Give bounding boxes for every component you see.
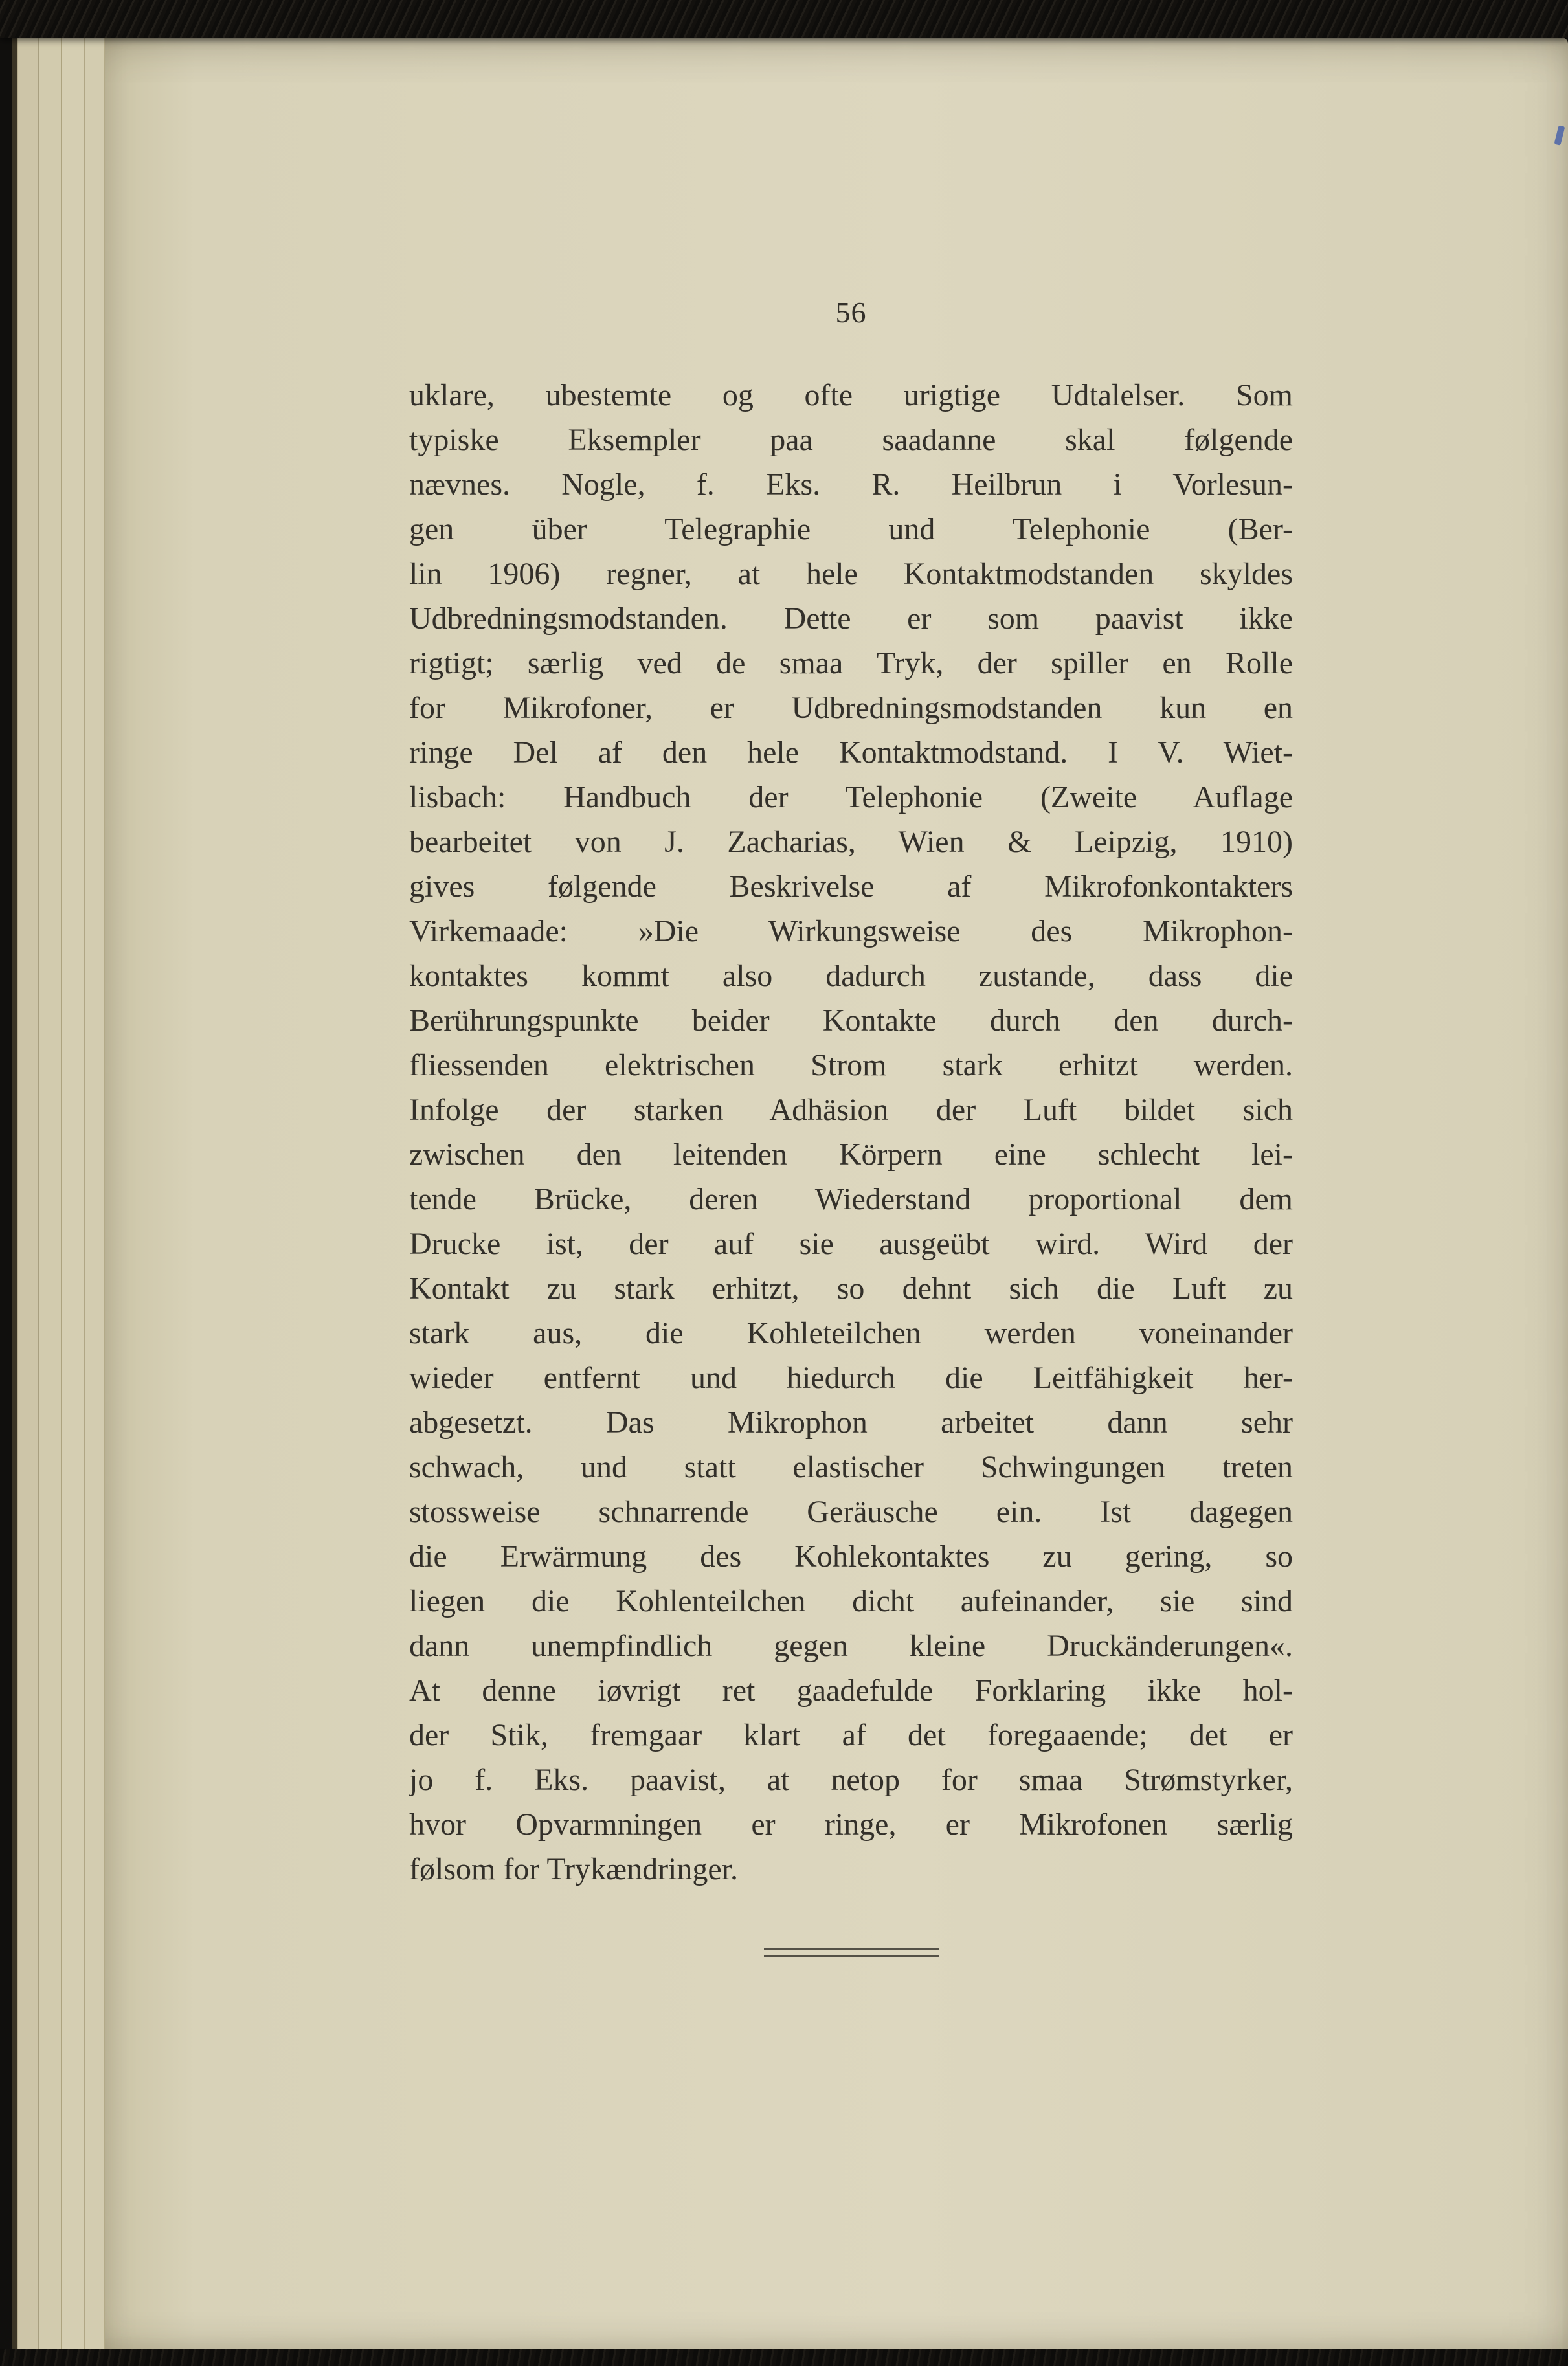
text-line: dann unempfindlich gegen kleine Druckänderungen«.	[409, 1629, 1293, 1663]
text-line: jo f. Eks. paavist, at netop for smaa Strømstyrker,	[409, 1763, 1293, 1797]
text-line: At denne iøvrigt ret gaadefulde Forklaring ikke hol-	[409, 1673, 1293, 1708]
text-line: hvor Opvarmningen er ringe, er Mikrofonen særlig	[409, 1807, 1293, 1842]
text-line: følsom for Trykændringer.	[409, 1852, 739, 1886]
text-line: nævnes. Nogle, f. Eks. R. Heilbrun i Vorlesun-	[409, 467, 1293, 502]
text-line: wieder entfernt und hiedurch die Leitfähigkeit her-	[409, 1361, 1293, 1395]
blue-ink-mark	[1554, 125, 1565, 146]
text-line: lisbach: Handbuch der Telephonie (Zweite Auflage	[409, 780, 1293, 814]
text-line: Drucke ist, der auf sie ausgeübt wird. Wird der	[409, 1227, 1293, 1261]
text-line: typiske Eksempler paa saadanne skal følgende	[409, 423, 1293, 457]
page-number: 56	[835, 296, 867, 329]
text-line: gives følgende Beskrivelse af Mikrofonkontakters	[409, 869, 1293, 904]
text-line: rigtigt; særlig ved de smaa Tryk, der spiller en Rolle	[409, 646, 1293, 680]
page-stack-edges	[12, 38, 104, 2349]
text-line: fliessenden elektrischen Strom stark erhitzt werden.	[409, 1048, 1293, 1082]
text-line: die Erwärmung des Kohlekontaktes zu gering, so	[409, 1539, 1293, 1574]
text-line: gen über Telegraphie und Telephonie (Ber-	[409, 512, 1293, 546]
book-cover-top-edge	[0, 0, 1568, 38]
body-text	[409, 373, 1293, 1892]
text-line: lin 1906) regner, at hele Kontaktmodstanden skyldes	[409, 557, 1293, 591]
book-page	[104, 38, 1568, 2349]
text-line: der Stik, fremgaar klart af det foregaaende; det er	[409, 1718, 1293, 1752]
text-line: tende Brücke, deren Wiederstand proportional dem	[409, 1182, 1293, 1216]
text-line: Berührungspunkte beider Kontakte durch den durch-	[409, 1003, 1293, 1038]
text-line: for Mikrofoner, er Udbredningsmodstanden kun en	[409, 691, 1293, 725]
text-line: zwischen den leitenden Körpern eine schlecht lei-	[409, 1137, 1293, 1172]
text-line: Kontakt zu stark erhitzt, so dehnt sich die Luft zu	[409, 1271, 1293, 1306]
text-line: Infolge der starken Adhäsion der Luft bildet sich	[409, 1093, 1293, 1127]
text-line: stossweise schnarrende Geräusche ein. Ist dagegen	[409, 1495, 1293, 1529]
text-line: schwach, und statt elastischer Schwingungen treten	[409, 1450, 1293, 1484]
text-line: liegen die Kohlenteilchen dicht aufeinander, sie sind	[409, 1584, 1293, 1618]
text-line: Virkemaade: »Die Wirkungsweise des Mikrophon-	[409, 914, 1293, 948]
text-line: kontaktes kommt also dadurch zustande, dass die	[409, 959, 1293, 993]
text-line: uklare, ubestemte og ofte urigtige Udtalelser. Som	[409, 378, 1293, 412]
section-divider-rule	[764, 1948, 939, 1957]
book-cover-left-edge	[0, 0, 12, 2366]
text-line: ringe Del af den hele Kontaktmodstand. I V. Wiet-	[409, 735, 1293, 770]
text-line: stark aus, die Kohleteilchen werden voneinander	[409, 1316, 1293, 1350]
text-line: Udbredningsmodstanden. Dette er som paavist ikke	[409, 601, 1293, 636]
book-cover-bottom-edge	[0, 2349, 1568, 2366]
text-line: bearbeitet von J. Zacharias, Wien & Leipzig, 1910)	[409, 825, 1293, 859]
text-line: abgesetzt. Das Mikrophon arbeitet dann sehr	[409, 1405, 1293, 1440]
